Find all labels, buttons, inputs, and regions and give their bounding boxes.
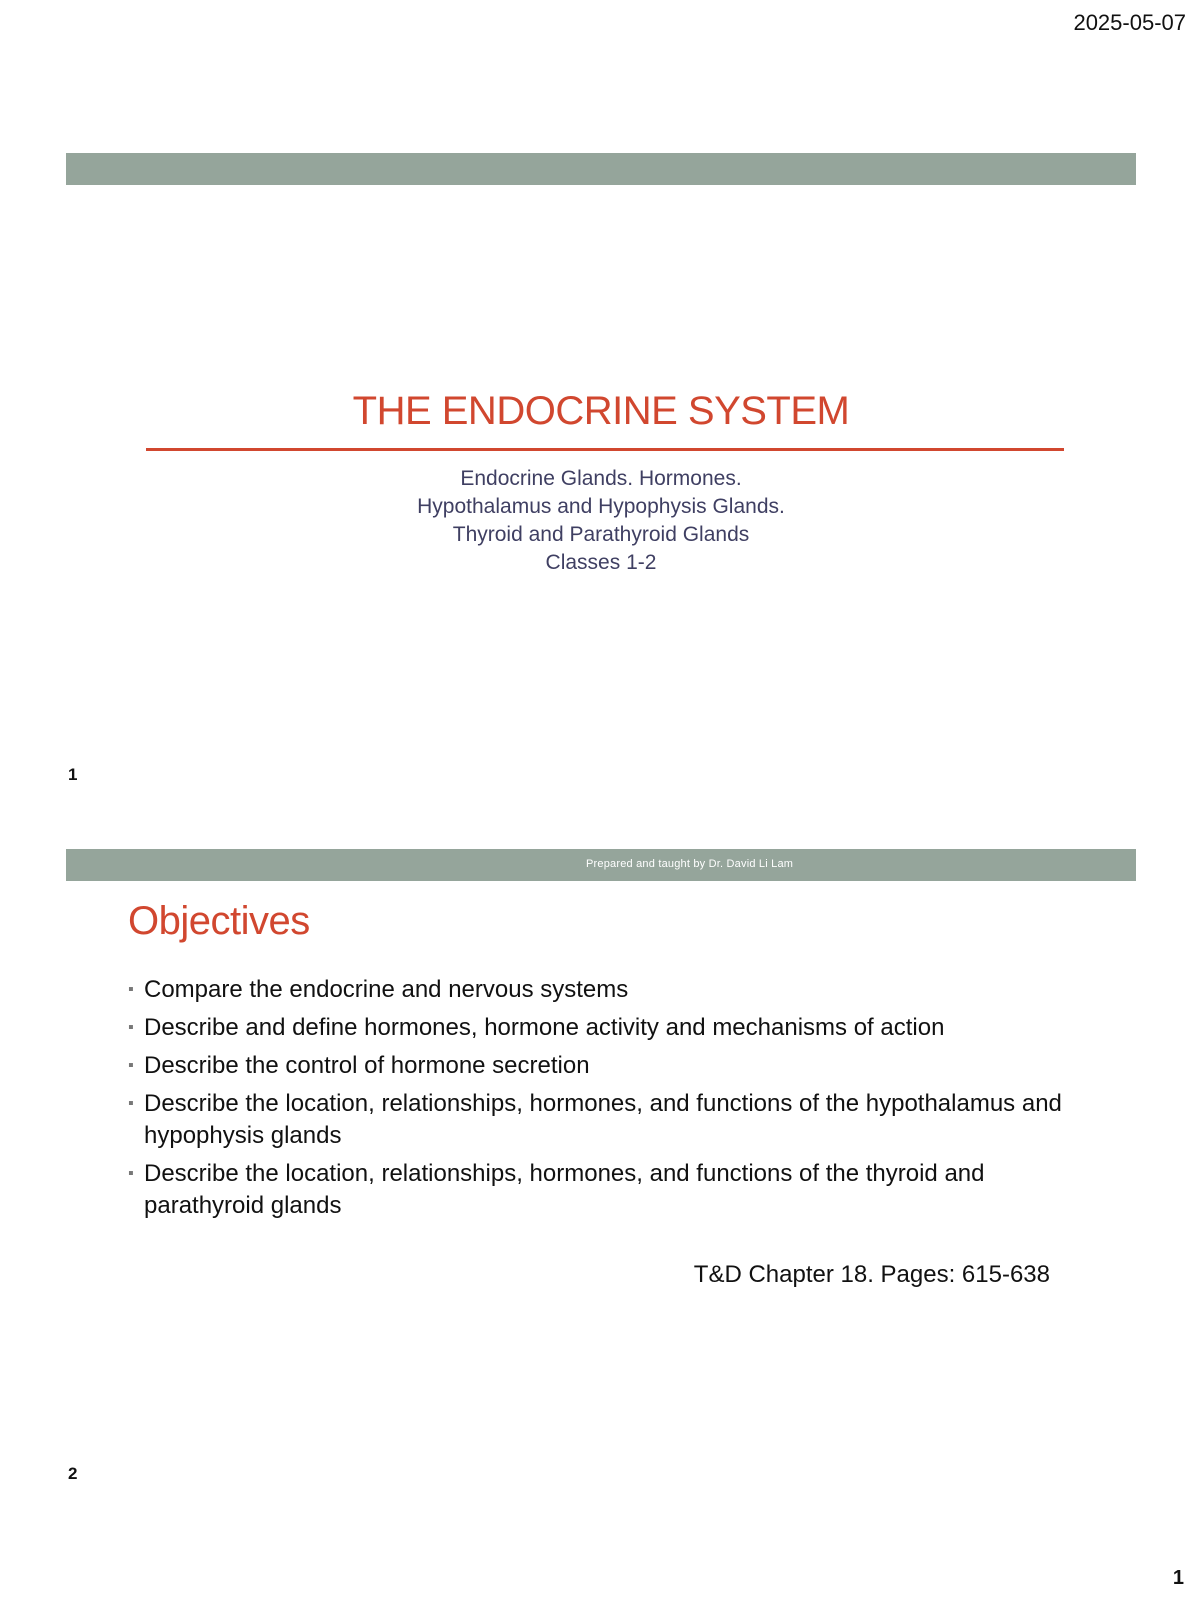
slide-number: 1 [68, 765, 78, 784]
list-item [128, 1158, 1088, 1222]
chapter-reference: T&D Chapter 18. Pages: 615-638 [693, 1261, 1050, 1288]
slide-2 [66, 849, 1136, 1489]
subtitle-line: Endocrine Glands. Hormones. [460, 467, 742, 490]
list-item [128, 1012, 1088, 1044]
slide-title: THE ENDOCRINE SYSTEM [352, 389, 850, 433]
subtitle-line: Hypothalamus and Hypophysis Glands. [417, 495, 785, 518]
objective-text: Compare the endocrine and nervous systems [144, 976, 629, 1003]
objective-text: Describe and define hormones, hormone activity and mechanisms of action [144, 1014, 945, 1041]
objective-text: Describe the location, relationships, hormones, and functions of the thyroid and parathyroid glands [144, 1160, 985, 1219]
print-date: 2025-05-07 [1073, 10, 1186, 35]
bullet-icon: ▪ [128, 1057, 134, 1074]
bullet-icon: ▪ [128, 1019, 134, 1036]
subtitle-line: Classes 1-2 [545, 551, 657, 574]
objectives-list [128, 974, 1088, 1228]
bullet-icon: ▪ [128, 981, 134, 998]
list-item [128, 1050, 1088, 1082]
list-item [128, 974, 1088, 1006]
page-number: 1 [1172, 1567, 1184, 1589]
bullet-icon: ▪ [128, 1165, 134, 1182]
title-underline [146, 448, 1064, 451]
slide-number: 2 [68, 1464, 78, 1483]
objective-text: Describe the location, relationships, hormones, and functions of the hypothalamus and hypophysis glands [144, 1090, 1062, 1149]
slide-footer-band [66, 849, 1136, 881]
slide-1 [66, 153, 1136, 793]
slide-subtitle [66, 465, 1136, 577]
bullet-icon: ▪ [128, 1095, 134, 1112]
list-item [128, 1088, 1088, 1152]
footer-credit: Prepared and taught by Dr. David Li Lam [586, 858, 794, 870]
subtitle-line: Thyroid and Parathyroid Glands [452, 523, 750, 546]
objective-text: Describe the control of hormone secretion [144, 1052, 590, 1079]
objectives-heading: Objectives [128, 899, 310, 943]
slide-header-band [66, 153, 1136, 185]
